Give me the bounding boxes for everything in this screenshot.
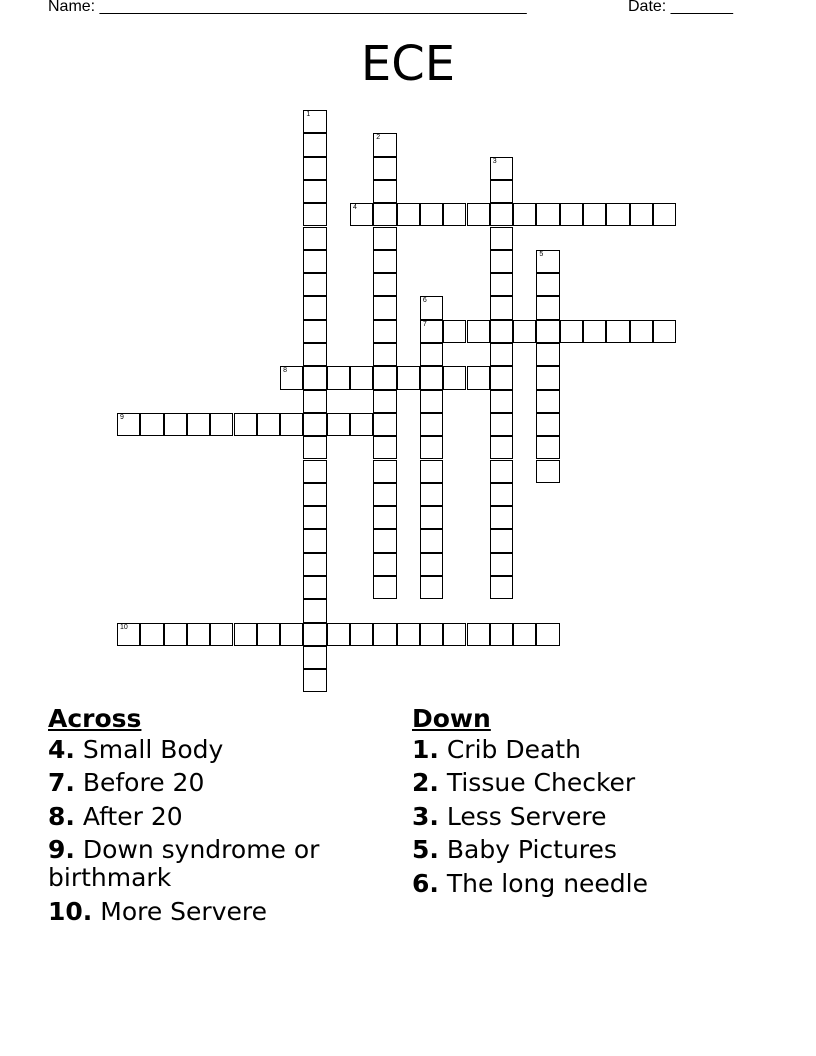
grid-cell[interactable] <box>373 390 396 413</box>
clue-across-8: 8. After 20 <box>48 801 183 831</box>
grid-cell[interactable] <box>350 413 373 436</box>
grid-cell[interactable] <box>303 250 326 273</box>
grid-cell[interactable] <box>373 203 396 226</box>
grid-cell[interactable] <box>653 320 676 343</box>
across-clues <box>48 702 378 931</box>
grid-cell[interactable] <box>303 646 326 669</box>
clue-number: 7 <box>422 320 427 328</box>
grid-cell[interactable] <box>560 203 583 226</box>
grid-cell[interactable] <box>490 460 513 483</box>
grid-cell[interactable] <box>420 576 443 599</box>
grid-cell[interactable] <box>140 623 163 646</box>
clue-down-1: 1. Crib Death <box>412 734 581 764</box>
grid-cell[interactable] <box>117 413 140 436</box>
clue-number: 6 <box>422 297 427 305</box>
grid-cell[interactable] <box>373 133 396 156</box>
grid-cell[interactable] <box>303 413 326 436</box>
grid-cell[interactable] <box>373 506 396 529</box>
clue-across-4: 4. Small Body <box>48 734 224 764</box>
clue-down-5: 5. Baby Pictures <box>412 835 617 864</box>
grid-cell[interactable] <box>536 273 559 296</box>
grid-cell[interactable] <box>280 413 303 436</box>
down-heading: Down <box>412 704 491 733</box>
grid-cell[interactable] <box>210 623 233 646</box>
grid-cell[interactable] <box>303 390 326 413</box>
grid-cell[interactable] <box>536 250 559 273</box>
grid-cell[interactable] <box>513 320 536 343</box>
grid-cell[interactable] <box>536 203 559 226</box>
grid-cell[interactable] <box>303 203 326 226</box>
grid-cell[interactable] <box>140 413 163 436</box>
grid-cell[interactable] <box>373 623 396 646</box>
grid-cell[interactable] <box>303 553 326 576</box>
grid-cell[interactable] <box>303 296 326 319</box>
grid-cell[interactable] <box>397 366 420 389</box>
grid-cell[interactable] <box>420 460 443 483</box>
grid-cell[interactable] <box>490 483 513 506</box>
grid-cell[interactable] <box>373 529 396 552</box>
grid-cell[interactable] <box>536 366 559 389</box>
clue-down-3: 3. Less Servere <box>412 801 607 831</box>
grid-cell[interactable] <box>490 320 513 343</box>
grid-cell[interactable] <box>117 623 140 646</box>
grid-cell[interactable] <box>327 366 350 389</box>
grid-cell[interactable] <box>373 157 396 180</box>
grid-cell[interactable] <box>630 203 653 226</box>
grid-cell[interactable] <box>490 203 513 226</box>
grid-cell[interactable] <box>467 320 490 343</box>
grid-cell[interactable] <box>373 227 396 250</box>
grid-cell[interactable] <box>490 343 513 366</box>
grid-cell[interactable] <box>420 553 443 576</box>
clue-across-10: 10. More Servere <box>48 896 267 926</box>
grid-cell[interactable] <box>490 180 513 203</box>
grid-cell[interactable] <box>536 296 559 319</box>
grid-cell[interactable] <box>373 460 396 483</box>
page-title: ECE <box>360 36 456 92</box>
grid-cell[interactable] <box>373 483 396 506</box>
grid-cell[interactable] <box>490 553 513 576</box>
grid-cell[interactable] <box>373 273 396 296</box>
grid-cell[interactable] <box>257 413 280 436</box>
grid-cell[interactable] <box>536 460 559 483</box>
grid-cell[interactable] <box>373 366 396 389</box>
grid-cell[interactable] <box>187 413 210 436</box>
grid-cell[interactable] <box>303 669 326 692</box>
grid-cell[interactable] <box>490 296 513 319</box>
grid-cell[interactable] <box>420 203 443 226</box>
grid-cell[interactable] <box>303 110 326 133</box>
clue-down-6: 6. The long needle <box>412 868 649 898</box>
grid-cell[interactable] <box>420 529 443 552</box>
grid-cell[interactable] <box>303 180 326 203</box>
clue-across-7: 7. Before 20 <box>48 768 205 797</box>
grid-cell[interactable] <box>536 320 559 343</box>
clue-down-2: 2. Tissue Checker <box>412 768 636 797</box>
clue-number: 8 <box>283 367 287 375</box>
grid-cell[interactable] <box>630 320 653 343</box>
grid-cell[interactable] <box>327 413 350 436</box>
date-field[interactable]: Date: _______ <box>628 0 733 15</box>
grid-cell[interactable] <box>420 436 443 459</box>
grid-cell[interactable] <box>490 413 513 436</box>
grid-cell[interactable] <box>443 366 466 389</box>
grid-cell[interactable] <box>210 413 233 436</box>
grid-cell[interactable] <box>303 483 326 506</box>
grid-cell[interactable] <box>303 599 326 622</box>
grid-cell[interactable] <box>257 623 280 646</box>
clue-number: 5 <box>539 250 544 258</box>
name-field[interactable]: Name: ________________________________________________ <box>48 0 527 15</box>
grid-cell[interactable] <box>420 296 443 319</box>
grid-cell[interactable] <box>490 623 513 646</box>
grid-cell[interactable] <box>420 413 443 436</box>
grid-cell[interactable] <box>303 273 326 296</box>
grid-cell[interactable] <box>420 343 443 366</box>
grid-cell[interactable] <box>583 320 606 343</box>
grid-cell[interactable] <box>490 529 513 552</box>
grid-cell[interactable] <box>490 273 513 296</box>
grid-cell[interactable] <box>234 413 257 436</box>
grid-cell[interactable] <box>420 320 443 343</box>
grid-cell[interactable] <box>536 390 559 413</box>
grid-cell[interactable] <box>536 413 559 436</box>
grid-cell[interactable] <box>373 343 396 366</box>
grid-cell[interactable] <box>350 203 373 226</box>
clue-number: 9 <box>120 413 124 421</box>
grid-cell[interactable] <box>513 203 536 226</box>
grid-cell[interactable] <box>303 460 326 483</box>
grid-cell[interactable] <box>420 483 443 506</box>
grid-cell[interactable] <box>350 623 373 646</box>
grid-cell[interactable] <box>187 623 210 646</box>
grid-cell[interactable] <box>327 623 350 646</box>
grid-cell[interactable] <box>490 157 513 180</box>
grid-cell[interactable] <box>420 623 443 646</box>
grid-cell[interactable] <box>373 576 396 599</box>
grid-cell[interactable] <box>490 250 513 273</box>
grid-cell[interactable] <box>303 436 326 459</box>
grid-cell[interactable] <box>420 506 443 529</box>
grid-cell[interactable] <box>606 320 629 343</box>
clue-number: 2 <box>376 134 381 142</box>
across-heading: Across <box>48 704 142 733</box>
grid-cell[interactable] <box>303 623 326 646</box>
grid-cell[interactable] <box>303 227 326 250</box>
grid-cell[interactable] <box>583 203 606 226</box>
grid-cell[interactable] <box>443 320 466 343</box>
clue-number: 3 <box>492 157 497 165</box>
grid-cell[interactable] <box>373 436 396 459</box>
grid-cell[interactable] <box>420 390 443 413</box>
grid-cell[interactable] <box>373 180 396 203</box>
grid-cell[interactable] <box>350 366 373 389</box>
grid-cell[interactable] <box>536 436 559 459</box>
grid-cell[interactable] <box>490 390 513 413</box>
grid-cell[interactable] <box>467 203 490 226</box>
grid-cell[interactable] <box>536 343 559 366</box>
grid-cell[interactable] <box>397 623 420 646</box>
down-clues <box>412 702 772 903</box>
grid-cell[interactable] <box>397 203 420 226</box>
grid-cell[interactable] <box>420 366 443 389</box>
grid-cell[interactable] <box>373 320 396 343</box>
grid-cell[interactable] <box>303 157 326 180</box>
grid-cell[interactable] <box>303 133 326 156</box>
grid-cell[interactable] <box>467 366 490 389</box>
grid-cell[interactable] <box>303 506 326 529</box>
grid-cell[interactable] <box>373 413 396 436</box>
grid-cell[interactable] <box>490 506 513 529</box>
clue-number: 4 <box>353 204 357 212</box>
grid-cell[interactable] <box>303 576 326 599</box>
grid-cell[interactable] <box>303 343 326 366</box>
grid-cell[interactable] <box>467 623 490 646</box>
grid-cell[interactable] <box>280 623 303 646</box>
grid-cell[interactable] <box>443 203 466 226</box>
grid-cell[interactable] <box>303 320 326 343</box>
grid-cell[interactable] <box>490 436 513 459</box>
grid-cell[interactable] <box>373 553 396 576</box>
grid-cell[interactable] <box>234 623 257 646</box>
grid-cell[interactable] <box>490 227 513 250</box>
grid-cell[interactable] <box>164 623 187 646</box>
clue-number: 10 <box>120 623 128 631</box>
grid-cell[interactable] <box>513 623 536 646</box>
grid-cell[interactable] <box>536 623 559 646</box>
grid-cell[interactable] <box>443 623 466 646</box>
grid-cell[interactable] <box>560 320 583 343</box>
grid-cell[interactable] <box>164 413 187 436</box>
grid-cell[interactable] <box>373 250 396 273</box>
grid-cell[interactable] <box>490 366 513 389</box>
clue-number: 1 <box>306 111 311 118</box>
grid-cell[interactable] <box>606 203 629 226</box>
grid-cell[interactable] <box>490 576 513 599</box>
grid-cell[interactable] <box>303 366 326 389</box>
clue-across-9: 9. Down syndrome or birthmark <box>48 835 320 892</box>
grid-cell[interactable] <box>653 203 676 226</box>
grid-cell[interactable] <box>303 529 326 552</box>
grid-cell[interactable] <box>280 366 303 389</box>
grid-cell[interactable] <box>373 296 396 319</box>
